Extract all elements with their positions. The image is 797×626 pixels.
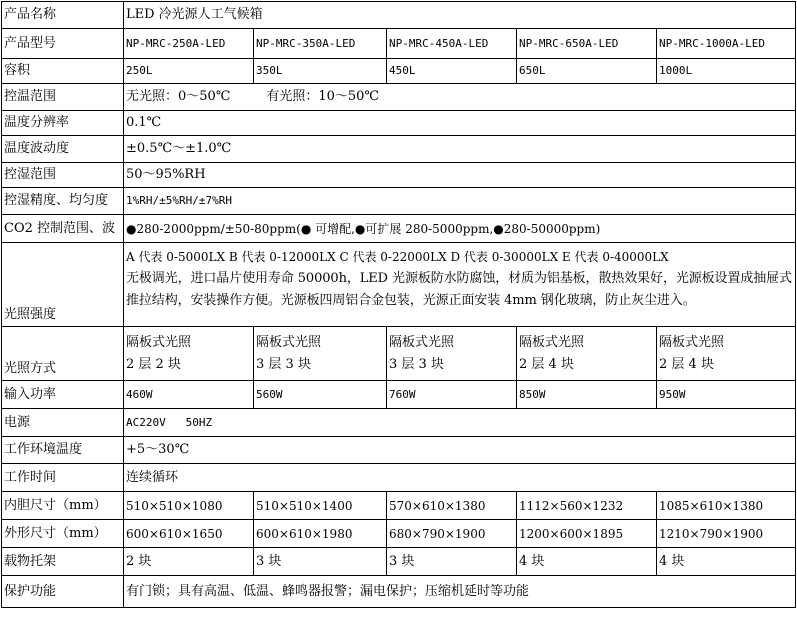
light-options: A 代表 0-5000LX B 代表 0-12000LX C 代表 0-22000LX D 代表 0-30000LX E 代表 0-40000LX — [126, 250, 669, 264]
model-cell: NP-MRC-650A-LED — [517, 29, 657, 59]
row-light-mode — [2, 327, 796, 381]
temp-range-no-light: 无光照：0～50℃ — [126, 89, 231, 104]
light-description: 无极调光，进口晶片使用寿命 50000h，LED 光源板防水防腐蚀，材质为铝基板，散热效果好，光源板设置成抽屉式推拉结构，安装操作方便。光源板四周铝合金包装，光源正面安装 4mm 钢化玻璃，防止灰尘进入。 — [126, 271, 792, 308]
label-humidity-range: 控湿范围 — [2, 163, 124, 188]
model-cell: NP-MRC-1000A-LED — [657, 29, 796, 59]
light-mode-layers: 3 层 3 块 — [389, 356, 444, 372]
inner-size-cell: 510×510×1080 — [124, 492, 254, 520]
value-humidity-accuracy: 1%RH/±5%RH/±7%RH — [124, 188, 796, 215]
label-inner-size: 内胆尺寸（mm） — [2, 492, 124, 520]
row-shelves — [2, 548, 796, 576]
outer-size-cell: 600×610×1980 — [254, 520, 387, 548]
row-model — [2, 29, 796, 59]
power-cell: 950W — [657, 381, 796, 409]
shelves-cell: 4 块 — [657, 548, 796, 576]
row-humidity-range — [2, 163, 796, 188]
label-shelves: 载物托架 — [2, 548, 124, 576]
power-cell: 850W — [517, 381, 657, 409]
volume-cell: 1000L — [657, 59, 796, 84]
light-mode-cell — [657, 327, 796, 381]
power-cell: 760W — [387, 381, 517, 409]
volume-cell: 450L — [387, 59, 517, 84]
label-work-time: 工作时间 — [2, 464, 124, 492]
model-cell: NP-MRC-350A-LED — [254, 29, 387, 59]
label-temp-range: 控温范围 — [2, 84, 124, 111]
shelves-cell: 4 块 — [517, 548, 657, 576]
row-temp-range — [2, 84, 796, 111]
row-temp-fluctuation — [2, 136, 796, 163]
light-mode-type: 隔板式光照 — [659, 334, 725, 350]
outer-size-cell: 1200×600×1895 — [517, 520, 657, 548]
row-protection — [2, 576, 796, 608]
light-mode-type: 隔板式光照 — [256, 334, 322, 350]
shelves-cell: 3 块 — [254, 548, 387, 576]
light-mode-layers: 3 层 3 块 — [256, 356, 311, 372]
light-mode-layers: 2 层 2 块 — [126, 356, 181, 372]
row-humidity-accuracy — [2, 188, 796, 215]
temp-range-with-light: 有光照：10～50℃ — [266, 89, 379, 104]
label-supply: 电源 — [2, 409, 124, 437]
label-light-intensity: 光照强度 — [2, 243, 124, 327]
row-volume — [2, 59, 796, 84]
value-temp-resolution: 0.1℃ — [124, 111, 796, 136]
label-model: 产品型号 — [2, 29, 124, 59]
model-cell: NP-MRC-250A-LED — [124, 29, 254, 59]
outer-size-cell: 600×610×1650 — [124, 520, 254, 548]
row-inner-size — [2, 492, 796, 520]
inner-size-cell: 1085×610×1380 — [657, 492, 796, 520]
light-mode-type: 隔板式光照 — [519, 334, 585, 350]
value-light-intensity — [124, 243, 796, 327]
value-co2: ●280-2000ppm/±50-80ppm(● 可增配,●可扩展 280-5000ppm,●280-50000ppm) — [124, 215, 796, 243]
row-work-time — [2, 464, 796, 492]
label-protection: 保护功能 — [2, 576, 124, 608]
label-power: 输入功率 — [2, 381, 124, 409]
shelves-cell: 2 块 — [124, 548, 254, 576]
light-mode-cell — [124, 327, 254, 381]
outer-size-cell: 680×790×1900 — [387, 520, 517, 548]
row-supply — [2, 409, 796, 437]
light-mode-layers: 2 层 4 块 — [519, 356, 574, 372]
label-temp-fluctuation: 温度波动度 — [2, 136, 124, 163]
row-product-name — [2, 2, 796, 29]
power-cell: 560W — [254, 381, 387, 409]
light-mode-cell — [254, 327, 387, 381]
row-temp-resolution — [2, 111, 796, 136]
value-temp-range — [124, 84, 796, 111]
row-co2 — [2, 215, 796, 243]
inner-size-cell: 1112×560×1232 — [517, 492, 657, 520]
value-supply: AC220V 50HZ — [124, 409, 796, 437]
light-mode-cell — [387, 327, 517, 381]
light-mode-layers: 2 层 4 块 — [659, 356, 714, 372]
label-env-temp: 工作环境温度 — [2, 437, 124, 464]
label-outer-size: 外形尺寸（mm） — [2, 520, 124, 548]
value-humidity-range: 50～95%RH — [124, 163, 796, 188]
value-product-name: LED 冷光源人工气候箱 — [124, 2, 796, 29]
shelves-cell: 3 块 — [387, 548, 517, 576]
light-mode-type: 隔板式光照 — [389, 334, 455, 350]
label-volume: 容积 — [2, 59, 124, 84]
label-light-mode: 光照方式 — [2, 327, 124, 381]
inner-size-cell: 570×610×1380 — [387, 492, 517, 520]
model-cell: NP-MRC-450A-LED — [387, 29, 517, 59]
volume-cell: 250L — [124, 59, 254, 84]
row-outer-size — [2, 520, 796, 548]
volume-cell: 650L — [517, 59, 657, 84]
label-humidity-accuracy: 控湿精度、均匀度 — [2, 188, 124, 215]
row-env-temp — [2, 437, 796, 464]
outer-size-cell: 1210×790×1900 — [657, 520, 796, 548]
light-mode-cell — [517, 327, 657, 381]
inner-size-cell: 510×510×1400 — [254, 492, 387, 520]
power-cell: 460W — [124, 381, 254, 409]
value-protection: 有门锁；具有高温、低温、蜂鸣器报警；漏电保护；压缩机延时等功能 — [124, 576, 796, 608]
value-work-time: 连续循环 — [124, 464, 796, 492]
label-temp-resolution: 温度分辨率 — [2, 111, 124, 136]
value-temp-fluctuation: ±0.5℃～±1.0℃ — [124, 136, 796, 163]
spec-table — [1, 1, 796, 608]
label-co2: CO2 控制范围、波 — [2, 215, 124, 243]
row-power — [2, 381, 796, 409]
label-product-name: 产品名称 — [2, 2, 124, 29]
value-env-temp: +5～30℃ — [124, 437, 796, 464]
row-light-intensity — [2, 243, 796, 327]
volume-cell: 350L — [254, 59, 387, 84]
light-mode-type: 隔板式光照 — [126, 334, 192, 350]
